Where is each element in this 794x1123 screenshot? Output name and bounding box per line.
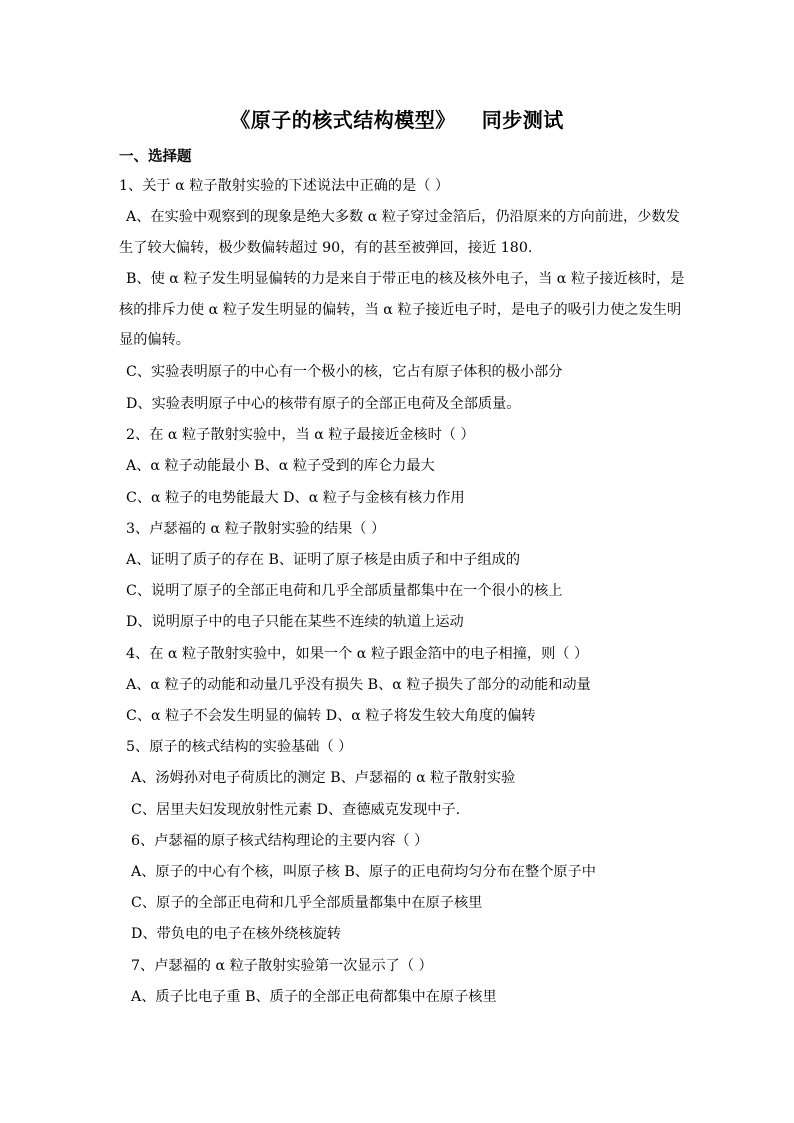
question-3: 3、卢瑟福的 α 粒子散射实验的结果（ ） [126,521,386,537]
options-5cd: C、居里夫妇发现放射性元素 D、查德威克发现中子. [131,802,461,818]
option-1b-cont2: 显的偏转。 [119,332,190,348]
question-4: 4、在 α 粒子散射实验中，如果一个 α 粒子跟金箔中的电子相撞，则（ ） [126,646,589,662]
title-main: 《原子的核式结构模型》 [230,108,456,132]
options-2cd: C、α 粒子的电势能最大 D、α 粒子与金核有核力作用 [126,490,465,506]
question-6: 6、卢瑟福的原子核式结构理论的主要内容（ ） [131,833,429,849]
option-1a: A、在实验中观察到的现象是绝大多数 α 粒子穿过金箔后，仍沿原来的方向前进，少数发 [126,209,680,225]
title-sub: 同步测试 [481,108,564,132]
option-6d: D、带负电的电子在核外绕核旋转 [131,926,342,942]
page-title [0,104,794,133]
options-6ab: A、原子的中心有个核，叫原子核 B、原子的正电荷均匀分布在整个原子中 [131,864,596,880]
question-2: 2、在 α 粒子散射实验中，当 α 粒子最接近金核时（ ） [126,427,475,443]
options-5ab: A、汤姆孙对电子荷质比的测定 B、卢瑟福的 α 粒子散射实验 [131,770,516,786]
option-1b-cont: 核的排斥力使 α 粒子发生明显的偏转，当 α 粒子接近电子时，是电子的吸引力使之发生明 [119,302,682,318]
option-3c: C、说明了原子的全部正电荷和几乎全部质量都集中在一个很小的核上 [126,583,563,599]
options-4cd: C、α 粒子不会发生明显的偏转 D、α 粒子将发生较大角度的偏转 [126,708,536,724]
question-1: 1、关于 α 粒子散射实验的下述说法中正确的是（ ） [119,178,450,194]
option-1a-cont: 生了较大偏转，极少数偏转超过 90，有的甚至被弹回，接近 180. [119,240,533,256]
section-heading: 一、选择题 [119,148,192,165]
options-4ab: A、α 粒子的动能和动量几乎没有损失 B、α 粒子损失了部分的动能和动量 [126,677,591,693]
question-7: 7、卢瑟福的 α 粒子散射实验第一次显示了（ ） [131,958,433,974]
options-3ab: A、证明了质子的存在 B、证明了原子核是由质子和中子组成的 [126,552,521,568]
question-5: 5、原子的核式结构的实验基础（ ） [126,739,353,755]
option-1b: B、使 α 粒子发生明显偏转的力是来自于带正电的核及核外电子，当 α 粒子接近核时，是 [126,271,685,287]
option-1c: C、实验表明原子的中心有一个极小的核，它占有原子体积的极小部分 [126,364,563,380]
options-7ab: A、质子比电子重 B、质子的全部正电荷都集中在原子核里 [131,989,497,1005]
option-3d: D、说明原子中的电子只能在某些不连续的轨道上运动 [126,614,464,630]
option-1d: D、实验表明原子中心的核带有原子的全部正电荷及全部质量。 [126,396,521,412]
options-2ab: A、α 粒子动能最小 B、α 粒子受到的库仑力最大 [126,458,435,474]
option-6c: C、原子的全部正电荷和几乎全部质量都集中在原子核里 [131,895,483,911]
